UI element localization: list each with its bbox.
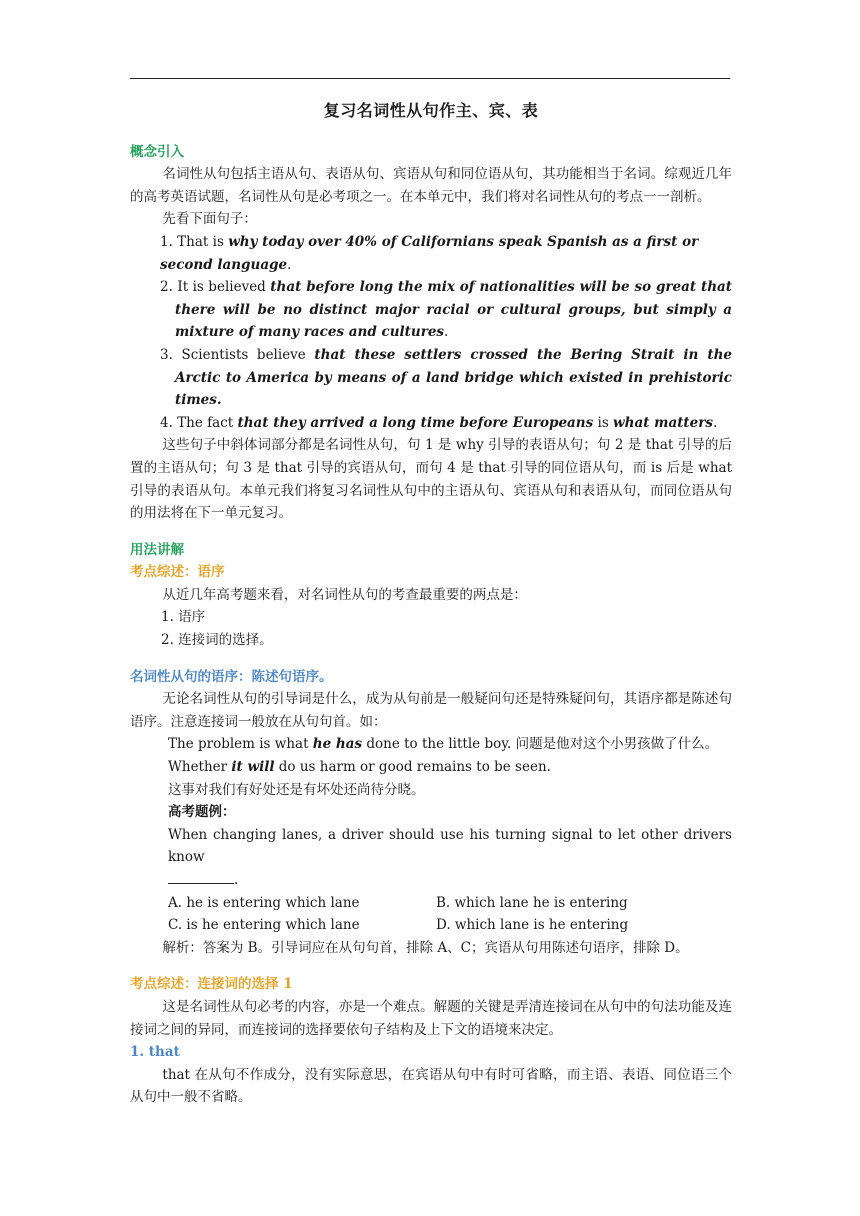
usage-point-1: 1. 语序 bbox=[161, 609, 206, 626]
usage-text: 从近几年高考题来看，对名词性从句的考查最重要的两点是： bbox=[162, 586, 527, 603]
option-b: B. which lane he is entering bbox=[436, 894, 628, 911]
usage-point-2: 2. 连接词的选择。 bbox=[161, 632, 273, 649]
document-body bbox=[130, 100, 732, 1109]
answer-options bbox=[130, 892, 732, 937]
order-text: 无论名词性从句的引导词是什么，成为从句前是一般疑问句还是特殊疑问句，其语序都是陈述句语序。注意连接词一般放在从句句首。如： bbox=[130, 691, 732, 730]
answer-blank bbox=[168, 869, 234, 884]
example-sentence-3: 3. Scientists believe that these settlers crossed the Bering Strait in the Arctic to America by means of a land bridge which existed in prehistoric times. bbox=[160, 346, 732, 409]
section-heading-order: 名词性从句的语序：陈述句语序。 bbox=[130, 668, 333, 685]
concept-intro: 名词性从句包括主语从句、表语从句、宾语从句和同位语从句，其功能相当于名词。综观近几年的高考英语试题，名词性从句是必考项之一。在本单元中，我们将对名词性从句的考点一一剖析。 bbox=[130, 166, 732, 205]
order-example-1: The problem is what he has done to the little boy. 问题是他对这个小男孩做了什么。 bbox=[168, 736, 719, 753]
exam-analysis: 解析：答案为 B。引导词应在从句句首，排除 A、C；宾语从句用陈述句语序，排除 D。 bbox=[162, 939, 689, 956]
header-rule bbox=[130, 78, 730, 79]
example-sentence-2: 2. It is believed that before long the mix of nationalities will be so great that there will be no distinct major racial or cultural groups, but simply a mixture of many races and cultures. bbox=[160, 279, 732, 341]
option-c: C. is he entering which lane bbox=[168, 917, 360, 934]
section-heading-concept: 概念引入 bbox=[130, 143, 184, 160]
order-example-2-translation: 这事对我们有好处还是有坏处还尚待分晓。 bbox=[168, 781, 425, 798]
option-a: A. he is entering which lane bbox=[168, 894, 360, 911]
section-heading-usage: 用法讲解 bbox=[130, 541, 184, 558]
example-sentence-4: 4. The fact that they arrived a long time before Europeans is what matters. bbox=[160, 414, 718, 431]
concept-lead: 先看下面句子： bbox=[162, 211, 257, 228]
order-example-2: Whether it will do us harm or good remains to be seen. bbox=[168, 759, 551, 776]
example-sentence-1: 1. That is why today over 40% of Californians speak Spanish as a first or second language. bbox=[160, 233, 699, 273]
subheading-conjunction: 考点综述：连接词的选择 1 bbox=[130, 976, 293, 993]
subheading-that: 1. that bbox=[130, 1044, 180, 1061]
option-d: D. which lane is he entering bbox=[436, 917, 629, 934]
that-text: that 在从句不作成分，没有实际意思，在宾语从句中有时可省略，而主语、表语、同位语三个从句中一般不省略。 bbox=[130, 1066, 732, 1106]
exam-label: 高考题例： bbox=[168, 804, 236, 821]
exam-question: When changing lanes, a driver should use his turning signal to let other drivers know . bbox=[168, 826, 732, 888]
subheading-word-order: 考点综述：语序 bbox=[130, 564, 225, 581]
page-title: 复习名词性从句作主、宾、表 bbox=[323, 101, 539, 120]
concept-summary: 这些句子中斜体词部分都是名词性从句，句 1 是 why 引导的表语从句；句 2 是 that 引导的后置的主语从句；句 3 是 that 引导的宾语从句，而句 4 是 that 引导的同位语从句，而 is 后是 what 引导的表语从句。本单元我们将复习名词性从句中的主语从句、宾语从句和表语从句，而同位语从句的用法将在下一单元复习。 bbox=[130, 437, 732, 522]
conjunction-text: 这是名词性从句必考的内容，亦是一个难点。解题的关键是弄清连接词在从句中的句法功能及连接词之间的异同，而连接词的选择要依句子结构及上下文的语境来决定。 bbox=[130, 998, 732, 1038]
